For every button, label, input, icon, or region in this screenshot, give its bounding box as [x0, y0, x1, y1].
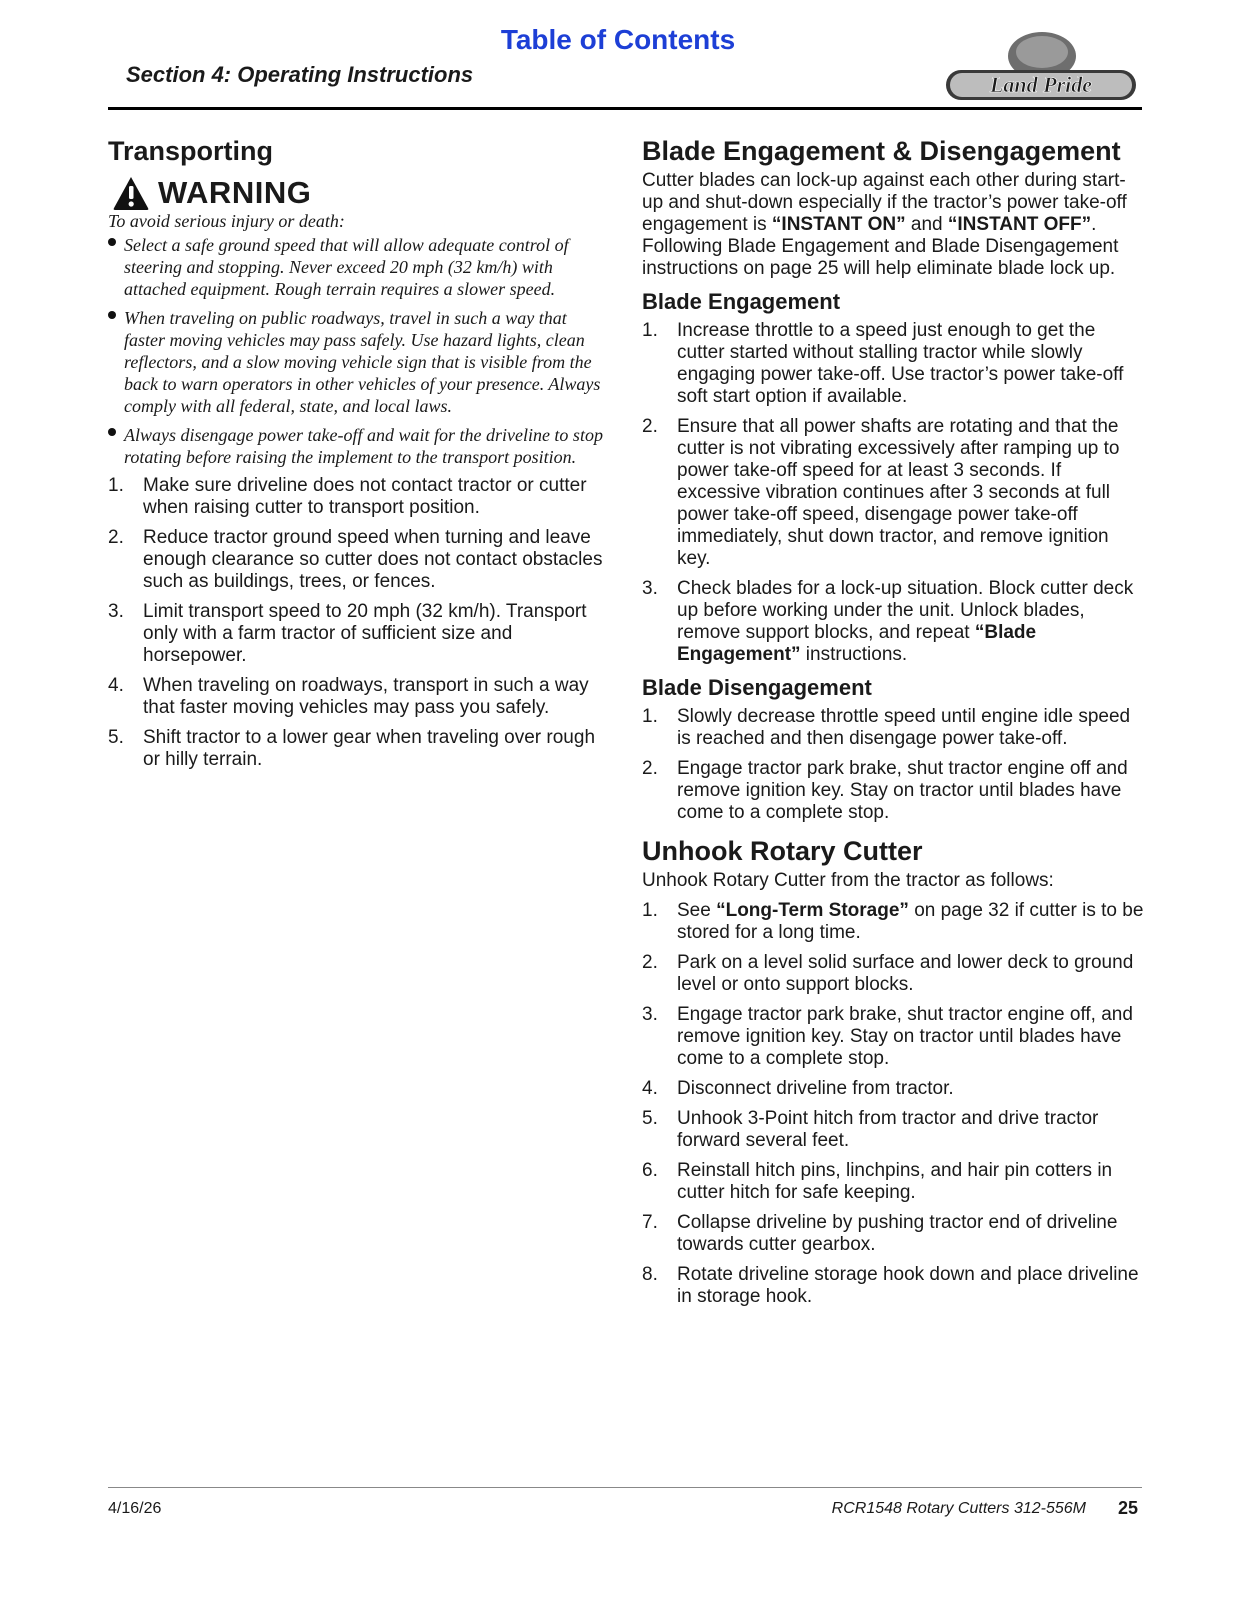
- list-item: 3. Engage tractor park brake, shut tractor engine off, and remove ignition key. Stay on tractor until blades have come to a complete stop.: [642, 1004, 1133, 1069]
- warning-bullet: When traveling on public roadways, travel in such a way that faster moving vehicles may pass safely. Use hazard lights, clean reflectors, and a slow moving vehicle sign that is visible from the back to warn operators in other vehicles of your presence. Always comply with all federal, state, and local laws.: [108, 307, 606, 417]
- unhook-intro: Unhook Rotary Cutter from the tractor as follows:: [642, 870, 1054, 891]
- disengagement-subheading: Blade Disengagement: [642, 675, 872, 700]
- list-item: 6. Reinstall hitch pins, linchpins, and hair pin cotters in cutter hitch for safe keeping.: [642, 1160, 1113, 1203]
- list-item: 2. Reduce tractor ground speed when turning and leave enough clearance so cutter does not contact obstacles such as buildings, trees, or fences.: [108, 527, 603, 592]
- right-column: [642, 132, 1144, 1316]
- list-item: 2. Park on a level solid surface and lower deck to ground level or onto support blocks.: [642, 952, 1134, 995]
- unhook-heading: Unhook Rotary Cutter: [642, 836, 923, 866]
- section-title: Section 4: Operating Instructions: [126, 62, 474, 87]
- transporting-heading: Transporting: [108, 136, 274, 166]
- list-item: 4. When traveling on roadways, transport in such a way that faster moving vehicles may pass you safely.: [108, 675, 589, 718]
- bullet-icon: [108, 311, 116, 319]
- blade-intro: Cutter blades can lock-up against each other during start-up and shut-down especially if the tractor’s power take-off engagement is “INSTANT ON” and “INSTANT OFF”. Following Blade Engagement and Blade Disengagement instructions on page 25 will help eliminate blade lock up.: [642, 170, 1127, 279]
- disengagement-steps: [642, 706, 1144, 824]
- header-rule: [108, 107, 1142, 110]
- list-item: 3. Limit transport speed to 20 mph (32 km/h). Transport only with a farm tractor of sufficient size and horsepower.: [108, 601, 587, 666]
- list-item: 2. Ensure that all power shafts are rotating and that the cutter is not vibrating excessively after ramping up to power take-off speed for at least 3 seconds. If excessive vibration continues after 3 seconds at full power take-off speed, disengage power take-off immediately, shut down tractor, and remove ignition key.: [642, 416, 1120, 569]
- list-item: 1. Slowly decrease throttle speed until engine idle speed is reached and then disengage power take-off.: [642, 706, 1131, 749]
- left-column: [108, 132, 606, 779]
- footer-document-title: RCR1548 Rotary Cutters 312-556M: [831, 1500, 1086, 1517]
- bullet-icon: [108, 238, 116, 246]
- list-item: 4. Disconnect driveline from tractor.: [642, 1078, 954, 1099]
- transport-steps: [108, 475, 606, 771]
- land-pride-logo: [942, 26, 1140, 108]
- logo-text: Land Pride: [989, 72, 1093, 97]
- list-item: 1. Make sure driveline does not contact tractor or cutter when raising cutter to transport position.: [108, 475, 587, 518]
- table-of-contents-link[interactable]: Table of Contents: [500, 24, 736, 55]
- warning-bullet: Always disengage power take-off and wait for the driveline to stop rotating before raising the implement to the transport position.: [108, 424, 606, 468]
- footer-date: 4/16/26: [108, 1500, 162, 1517]
- list-item: 2. Engage tractor park brake, shut tractor engine off and remove ignition key. Stay on tractor until blades have come to a complete stop.: [642, 758, 1128, 823]
- list-item: 7. Collapse driveline by pushing tractor end of driveline towards cutter gearbox.: [642, 1212, 1118, 1255]
- list-item: 1. See “Long-Term Storage” on page 32 if cutter is to be stored for a long time.: [642, 900, 1144, 943]
- list-item: 8. Rotate driveline storage hook down and place driveline in storage hook.: [642, 1264, 1139, 1307]
- warning-triangle-icon: [112, 175, 150, 211]
- bullet-icon: [108, 428, 116, 436]
- warning-header: [108, 172, 606, 214]
- engagement-steps: [642, 320, 1144, 666]
- list-item: 5. Shift tractor to a lower gear when traveling over rough or hilly terrain.: [108, 727, 596, 770]
- unhook-steps: [642, 900, 1144, 1308]
- blade-engagement-heading: Blade Engagement & Disengagement: [642, 136, 1121, 166]
- page-number: 25: [1117, 1498, 1138, 1518]
- warning-intro: To avoid serious injury or death:: [108, 211, 345, 231]
- warning-word: WARNING: [158, 175, 312, 210]
- footer-rule: [108, 1487, 1142, 1488]
- list-item: 1. Increase throttle to a speed just enough to get the cutter started without stalling tractor while slowly engaging power take-off. Use tractor’s power take-off soft start option if available.: [642, 320, 1124, 407]
- list-item: 3. Check blades for a lock-up situation. Block cutter deck up before working under the unit. Unlock blades, remove support blocks, and repeat “Blade Engagement” instructions.: [642, 578, 1134, 665]
- warning-bullet-list: [108, 234, 606, 468]
- list-item: 5. Unhook 3-Point hitch from tractor and drive tractor forward several feet.: [642, 1108, 1099, 1151]
- engagement-subheading: Blade Engagement: [642, 289, 841, 314]
- warning-bullet: Select a safe ground speed that will allow adequate control of steering and stopping. Never exceed 20 mph (32 km/h) with attached equipment. Rough terrain requires a slower speed.: [108, 234, 606, 300]
